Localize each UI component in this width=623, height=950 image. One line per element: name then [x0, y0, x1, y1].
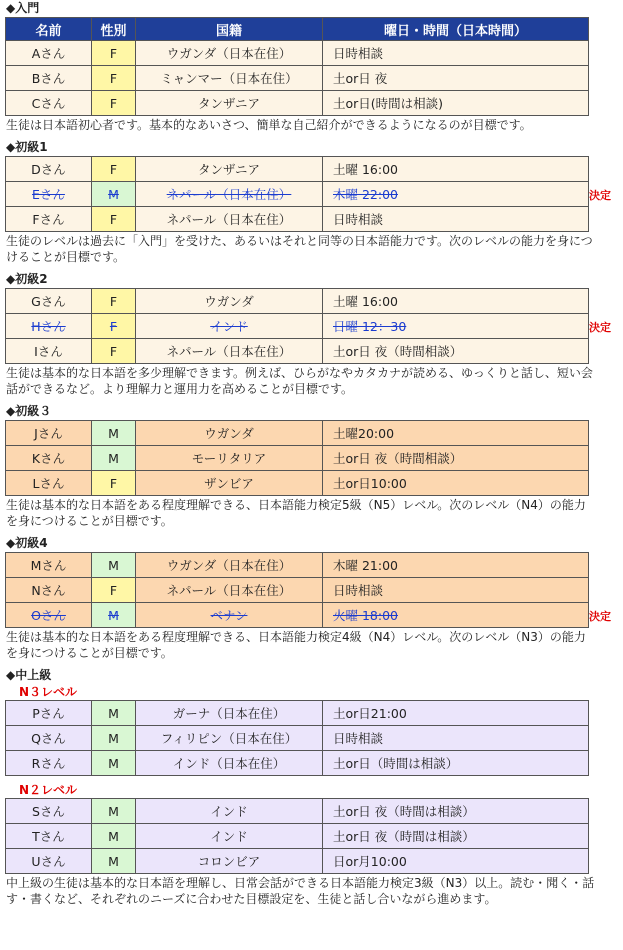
header-nationality: 国籍 [136, 18, 323, 41]
table-row [6, 289, 589, 314]
table-shokyu3 [5, 420, 589, 496]
student-name: Uさん [6, 849, 92, 874]
section-title-shokyu4: ◆初級4 [6, 536, 48, 550]
student-name: Hさん [6, 314, 92, 339]
student-nationality: ガーナ（日本在住） [136, 701, 323, 726]
section-title-chujokyu: ◆中上級 [6, 668, 52, 682]
student-nationality: ウガンダ [136, 421, 323, 446]
student-name: Nさん [6, 578, 92, 603]
student-nationality: ベナン [136, 603, 323, 628]
student-nationality: ミャンマー（日本在住） [136, 66, 323, 91]
student-nationality: ネパール（日本在住） [136, 207, 323, 232]
student-gender: F [92, 66, 136, 91]
student-gender: M [92, 824, 136, 849]
student-name: Pさん [6, 701, 92, 726]
student-gender: M [92, 603, 136, 628]
student-nationality: インド [136, 799, 323, 824]
header-schedule: 曜日・時間（日本時間） [323, 18, 589, 41]
table-shokyu2 [5, 288, 589, 364]
student-name: Tさん [6, 824, 92, 849]
student-nationality: タンザニア [136, 91, 323, 116]
student-name: Mさん [6, 553, 92, 578]
student-schedule: 土or日 夜（時間相談） [323, 446, 589, 471]
table-shokyu1 [5, 156, 589, 232]
student-name: Bさん [6, 66, 92, 91]
student-gender: F [92, 41, 136, 66]
student-nationality: コロンビア [136, 849, 323, 874]
table-nyumon [5, 17, 589, 116]
student-gender: M [92, 849, 136, 874]
decided-label: 決定 [589, 610, 611, 623]
student-gender: M [92, 182, 136, 207]
student-name: Qさん [6, 726, 92, 751]
header-gender: 性別 [92, 18, 136, 41]
student-gender: M [92, 701, 136, 726]
student-name: Jさん [6, 421, 92, 446]
table-row [6, 41, 589, 66]
table-row [6, 799, 589, 824]
student-nationality: ネパール（日本在住） [136, 182, 323, 207]
table-row [6, 91, 589, 116]
student-schedule: 日or月10:00 [323, 849, 589, 874]
student-schedule: 木曜 22:00 [323, 182, 589, 207]
table-chujokyu-n2 [5, 798, 589, 874]
student-name: Kさん [6, 446, 92, 471]
table-row [6, 824, 589, 849]
student-name: Eさん [6, 182, 92, 207]
student-schedule: 土曜20:00 [323, 421, 589, 446]
table-row [6, 446, 589, 471]
section-title-shokyu2: ◆初級2 [6, 272, 48, 286]
section-description: 中上級の生徒は基本的な日本語を理解し、日常会話ができる日本語能力検定3級（N3）以上。読む・聞く・話す・書くなど、それぞれのニーズに合わせた目標設定を、生徒と話し合いながら進めます。 [6, 876, 595, 906]
student-name: Cさん [6, 91, 92, 116]
student-schedule: 土or日 夜（時間相談） [323, 339, 589, 364]
header-name: 名前 [6, 18, 92, 41]
student-gender: F [92, 91, 136, 116]
student-nationality: モーリタリア [136, 446, 323, 471]
student-nationality: ウガンダ（日本在住） [136, 41, 323, 66]
student-schedule: 土曜 16:00 [323, 289, 589, 314]
table-row [6, 471, 589, 496]
section-description: 生徒のレベルは過去に「入門」を受けた、あるいはそれと同等の日本語能力です。次のレベルの能力を身につけることが目標です。 [6, 234, 593, 264]
student-nationality: インド [136, 314, 323, 339]
student-gender: M [92, 799, 136, 824]
student-gender: M [92, 726, 136, 751]
student-name: Dさん [6, 157, 92, 182]
table-row-decided [6, 314, 589, 339]
level-label-n2: N２レベル [19, 783, 78, 797]
student-nationality: ウガンダ [136, 289, 323, 314]
student-schedule: 土曜 16:00 [323, 157, 589, 182]
table-chujokyu-n3 [5, 700, 589, 776]
student-name: Iさん [6, 339, 92, 364]
student-gender: F [92, 314, 136, 339]
table-row [6, 726, 589, 751]
student-gender: M [92, 553, 136, 578]
student-schedule: 日時相談 [323, 726, 589, 751]
student-schedule: 土or日(時間は相談) [323, 91, 589, 116]
table-row [6, 339, 589, 364]
student-schedule: 土or日 夜（時間は相談） [323, 799, 589, 824]
student-gender: F [92, 471, 136, 496]
student-nationality: インド [136, 824, 323, 849]
student-gender: F [92, 157, 136, 182]
section-description: 生徒は基本的な日本語を多少理解できます。例えば、ひらがなやカタカナが読める、ゆっくりと話し、短い会話ができるなど。より理解力と運用力を高めることが目標です。 [6, 366, 593, 396]
student-name: Rさん [6, 751, 92, 776]
student-nationality: ネパール（日本在住） [136, 578, 323, 603]
student-gender: M [92, 446, 136, 471]
level-label-n3: N３レベル [19, 685, 78, 699]
student-gender: F [92, 578, 136, 603]
student-gender: M [92, 751, 136, 776]
decided-label: 決定 [589, 189, 611, 202]
student-schedule: 日時相談 [323, 578, 589, 603]
student-schedule: 日曜 12：30 [323, 314, 589, 339]
student-name: Aさん [6, 41, 92, 66]
student-schedule: 土or日 夜（時間は相談） [323, 824, 589, 849]
student-nationality: ウガンダ（日本在住） [136, 553, 323, 578]
section-title-shokyu3: ◆初級３ [6, 404, 52, 418]
decided-label: 決定 [589, 321, 611, 334]
student-nationality: インド（日本在住） [136, 751, 323, 776]
table-row [6, 157, 589, 182]
student-nationality: フィリピン（日本在住） [136, 726, 323, 751]
table-row [6, 553, 589, 578]
table-row [6, 701, 589, 726]
table-row-decided [6, 182, 589, 207]
section-title-nyumon: ◆入門 [6, 1, 40, 15]
student-gender: F [92, 289, 136, 314]
table-row [6, 66, 589, 91]
student-schedule: 土or日（時間は相談） [323, 751, 589, 776]
student-schedule: 土or日10:00 [323, 471, 589, 496]
student-schedule: 日時相談 [323, 41, 589, 66]
student-schedule: 土or日21:00 [323, 701, 589, 726]
table-row [6, 421, 589, 446]
student-gender: F [92, 339, 136, 364]
student-name: Gさん [6, 289, 92, 314]
section-description: 生徒は基本的な日本語をある程度理解できる、日本語能力検定4級（N4）レベル。次のレベル（N3）の能力を身につけることが目標です。 [6, 630, 586, 660]
student-name: Sさん [6, 799, 92, 824]
student-gender: F [92, 207, 136, 232]
student-gender: M [92, 421, 136, 446]
student-nationality: ザンビア [136, 471, 323, 496]
section-title-shokyu1: ◆初級1 [6, 140, 48, 154]
table-row-decided [6, 603, 589, 628]
student-schedule: 日時相談 [323, 207, 589, 232]
table-row [6, 751, 589, 776]
student-name: Lさん [6, 471, 92, 496]
table-shokyu4 [5, 552, 589, 628]
section-description: 生徒は日本語初心者です。基本的なあいさつ、簡単な自己紹介ができるようになるのが目標です。 [6, 118, 532, 132]
student-schedule: 木曜 21:00 [323, 553, 589, 578]
section-description: 生徒は基本的な日本語をある程度理解できる、日本語能力検定5級（N5）レベル。次のレベル（N4）の能力を身につけることが目標です。 [6, 498, 586, 528]
table-row [6, 578, 589, 603]
table-row [6, 849, 589, 874]
student-nationality: タンザニア [136, 157, 323, 182]
student-name: Oさん [6, 603, 92, 628]
student-nationality: ネパール（日本在住） [136, 339, 323, 364]
student-schedule: 火曜 18:00 [323, 603, 589, 628]
student-name: Fさん [6, 207, 92, 232]
table-row [6, 207, 589, 232]
table-header [6, 18, 589, 41]
student-schedule: 土or日 夜 [323, 66, 589, 91]
